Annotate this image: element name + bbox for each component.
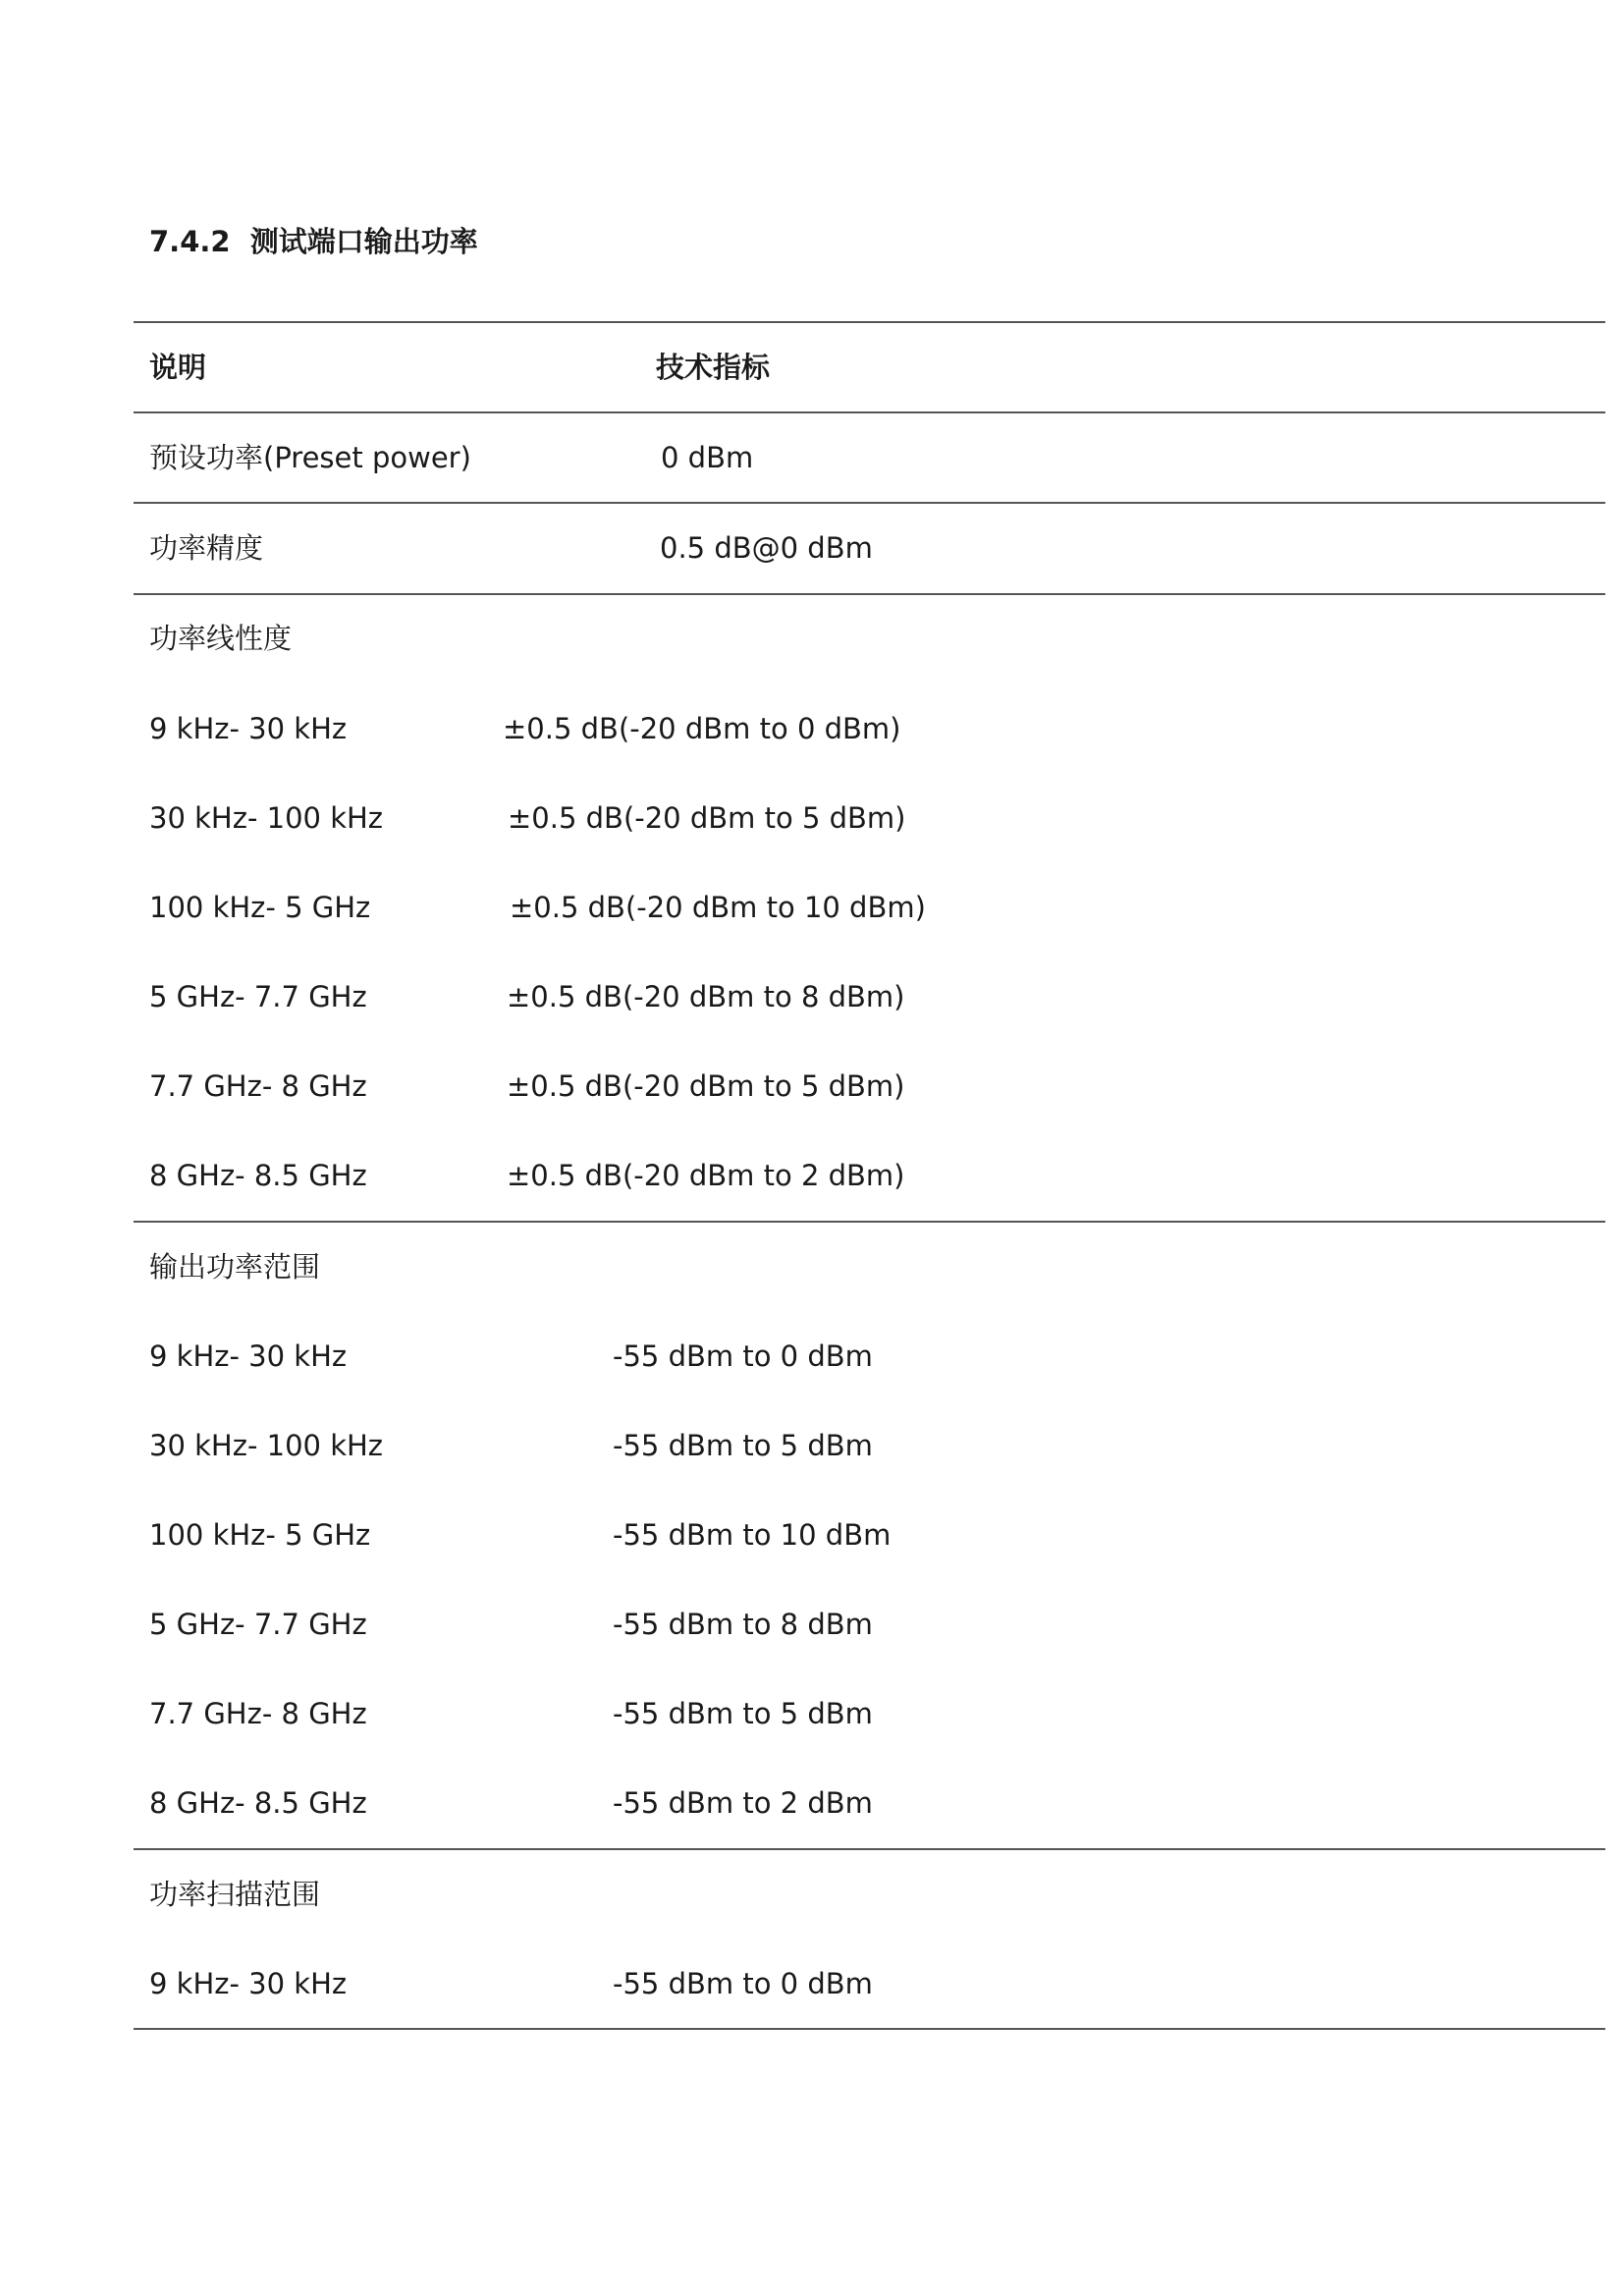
power-accuracy-value: 0.5 dB@0 dBm — [660, 531, 873, 565]
linearity-value: ±0.5 dB(-20 dBm to 5 dBm) — [507, 1069, 905, 1103]
output-power-range-label: 输出功率范围 — [149, 1250, 321, 1284]
table-top-rule — [134, 321, 1605, 323]
linearity-range: 100 kHz- 5 GHz — [149, 891, 371, 924]
row-rule — [134, 1221, 1605, 1223]
output-range: 9 kHz- 30 kHz — [149, 1339, 348, 1373]
table-bottom-rule — [134, 2028, 1605, 2030]
linearity-range: 9 kHz- 30 kHz — [149, 712, 348, 745]
linearity-value: ±0.5 dB(-20 dBm to 5 dBm) — [508, 801, 906, 835]
output-range: 7.7 GHz- 8 GHz — [149, 1697, 367, 1730]
linearity-range: 8 GHz- 8.5 GHz — [149, 1159, 367, 1192]
output-value: -55 dBm to 10 dBm — [613, 1518, 892, 1552]
linearity-range: 30 kHz- 100 kHz — [149, 801, 384, 835]
linearity-range: 7.7 GHz- 8 GHz — [149, 1069, 367, 1103]
linearity-value: ±0.5 dB(-20 dBm to 10 dBm) — [510, 891, 926, 924]
row-rule — [134, 1848, 1605, 1850]
power-sweep-range-label: 功率扫描范围 — [149, 1878, 321, 1911]
header-rule — [134, 411, 1605, 413]
output-range: 5 GHz- 7.7 GHz — [149, 1608, 367, 1641]
row-rule — [134, 502, 1605, 504]
preset-power-label: 预设功率(Preset power) — [149, 441, 471, 474]
output-range: 30 kHz- 100 kHz — [149, 1429, 384, 1462]
linearity-range: 5 GHz- 7.7 GHz — [149, 980, 367, 1013]
header-specification: 技术指标 — [656, 351, 771, 384]
power-linearity-label: 功率线性度 — [149, 622, 293, 655]
preset-power-value: 0 dBm — [661, 441, 754, 474]
output-value: -55 dBm to 5 dBm — [613, 1697, 873, 1730]
power-accuracy-label: 功率精度 — [149, 531, 264, 565]
output-value: -55 dBm to 8 dBm — [613, 1608, 873, 1641]
header-description: 说明 — [149, 351, 207, 384]
section-title: 测试端口输出功率 — [249, 225, 478, 258]
output-range: 8 GHz- 8.5 GHz — [149, 1786, 367, 1820]
row-rule — [134, 593, 1605, 595]
section-number: 7.4.2 — [149, 225, 231, 258]
output-range: 100 kHz- 5 GHz — [149, 1518, 371, 1552]
output-value: -55 dBm to 2 dBm — [613, 1786, 873, 1820]
linearity-value: ±0.5 dB(-20 dBm to 2 dBm) — [507, 1159, 905, 1192]
section-heading — [149, 222, 478, 261]
sweep-range: 9 kHz- 30 kHz — [149, 1967, 348, 2000]
sweep-value: -55 dBm to 0 dBm — [613, 1967, 873, 2000]
output-value: -55 dBm to 0 dBm — [613, 1339, 873, 1373]
linearity-value: ±0.5 dB(-20 dBm to 0 dBm) — [503, 712, 901, 745]
linearity-value: ±0.5 dB(-20 dBm to 8 dBm) — [507, 980, 905, 1013]
output-value: -55 dBm to 5 dBm — [613, 1429, 873, 1462]
